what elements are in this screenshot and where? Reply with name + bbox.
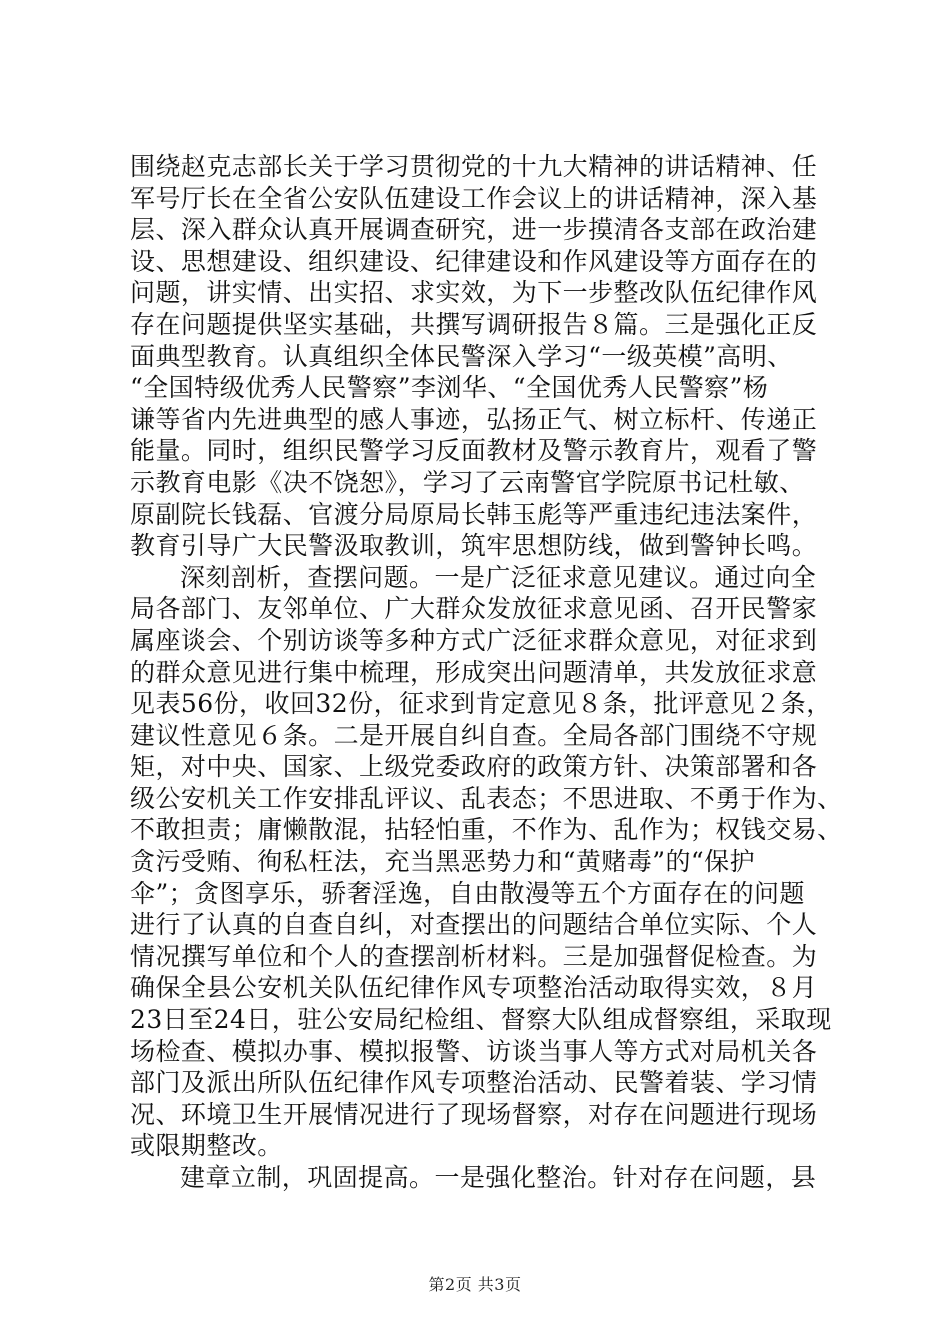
text-line: 属座谈会、个别访谈等多种方式广泛征求群众意见，对征求到	[130, 625, 818, 655]
text-line: 矩，对中央、国家、上级党委政府的政策方针、决策部署和各	[130, 752, 818, 782]
text-line: 设、思想建设、组织建设、纪律建设和作风建设等方面存在的	[130, 246, 818, 276]
paragraph-1	[130, 151, 830, 562]
text-line: “全国特级优秀人民警察”李浏华、“全国优秀人民警察”杨	[130, 373, 769, 403]
text-line: 局各部门、友邻单位、广大群众发放征求意见函、召开民警家	[130, 594, 818, 624]
text-line: 的群众意见进行集中梳理，形成突出问题清单，共发放征求意	[130, 657, 818, 687]
text-line: 谦等省内先进典型的感人事迹，弘扬正气、树立标杆、传递正	[130, 404, 818, 434]
text-line: 层、深入群众认真开展调查研究，进一步摸清各支部在政治建	[130, 215, 818, 245]
text-line: 或限期整改。	[130, 1131, 283, 1161]
text-line: 存在问题提供坚实基础，共撰写调研报告８篇。三是强化正反	[130, 309, 818, 339]
text-line: 问题，讲实情、出实招、求实效，为下一步整改队伍纪律作风	[130, 278, 818, 308]
text-line: 确保全县公安机关队伍纪律作风专项整治活动取得实效，８月	[130, 973, 818, 1003]
text-line: 场检查、模拟办事、模拟报警、访谈当事人等方式对局机关各	[130, 1036, 818, 1066]
document-body	[130, 151, 843, 1194]
text-line: 能量。同时，组织民警学习反面教材及警示教育片，观看了警	[130, 436, 818, 466]
text-line: 级公安机关工作安排乱评议、乱表态；不思进取、不勇于作为、	[130, 783, 843, 813]
text-line: 示教育电影《决不饶恕》，学习了云南警官学院原书记杜敏、	[130, 467, 805, 497]
text-line: 围绕赵克志部长关于学习贯彻党的十九大精神的讲话精神、任	[130, 152, 818, 181]
text-line: 伞”；贪图享乐，骄奢淫逸，自由散漫等五个方面存在的问题	[130, 878, 805, 908]
page-number: 第2页 共3页	[428, 1275, 522, 1294]
paragraph-2	[130, 562, 843, 1162]
text-line: 部门及派出所队伍纪律作风专项整治活动、民警着装、学习情	[130, 1068, 818, 1098]
text-line: 不敢担责；庸懒散混，拈轻怕重，不作为、乱作为；权钱交易、	[130, 815, 843, 845]
text-line: 23日至24日，驻公安局纪检组、督察大队组成督察组，采取现	[130, 1005, 832, 1035]
page-footer	[0, 1272, 950, 1295]
text-line: 面典型教育。认真组织全体民警深入学习“一级英模”高明、	[130, 341, 793, 371]
text-line: 教育引导广大民警汲取教训，筑牢思想防线，做到警钟长鸣。	[130, 531, 818, 561]
text-line: 见表56份，收回32份，征求到肯定意见８条，批评意见２条，	[130, 689, 832, 719]
text-line: 原副院长钱磊、官渡分局原局长韩玉彪等严重违纪违法案件，	[130, 499, 818, 529]
text-line: 深刻剖析，查摆问题。一是广泛征求意见建议。通过向全	[180, 562, 817, 592]
text-line: 建章立制，巩固提高。一是强化整治。针对存在问题，县	[180, 1163, 817, 1192]
text-line: 进行了认真的自查自纠，对查摆出的问题结合单位实际、个人	[130, 910, 818, 940]
text-line: 情况撰写单位和个人的查摆剖析材料。三是加强督促检查。为	[130, 941, 818, 971]
text-line: 建议性意见６条。二是开展自纠自查。全局各部门围绕不守规	[130, 720, 818, 750]
paragraph-3	[130, 1162, 830, 1194]
text-line: 军号厅长在全省公安队伍建设工作会议上的讲话精神，深入基	[130, 183, 818, 213]
text-line: 况、环境卫生开展情况进行了现场督察，对存在问题进行现场	[130, 1099, 818, 1129]
text-line: 贪污受贿、徇私枉法，充当黑恶势力和“黄赌毒”的“保护	[130, 847, 756, 877]
